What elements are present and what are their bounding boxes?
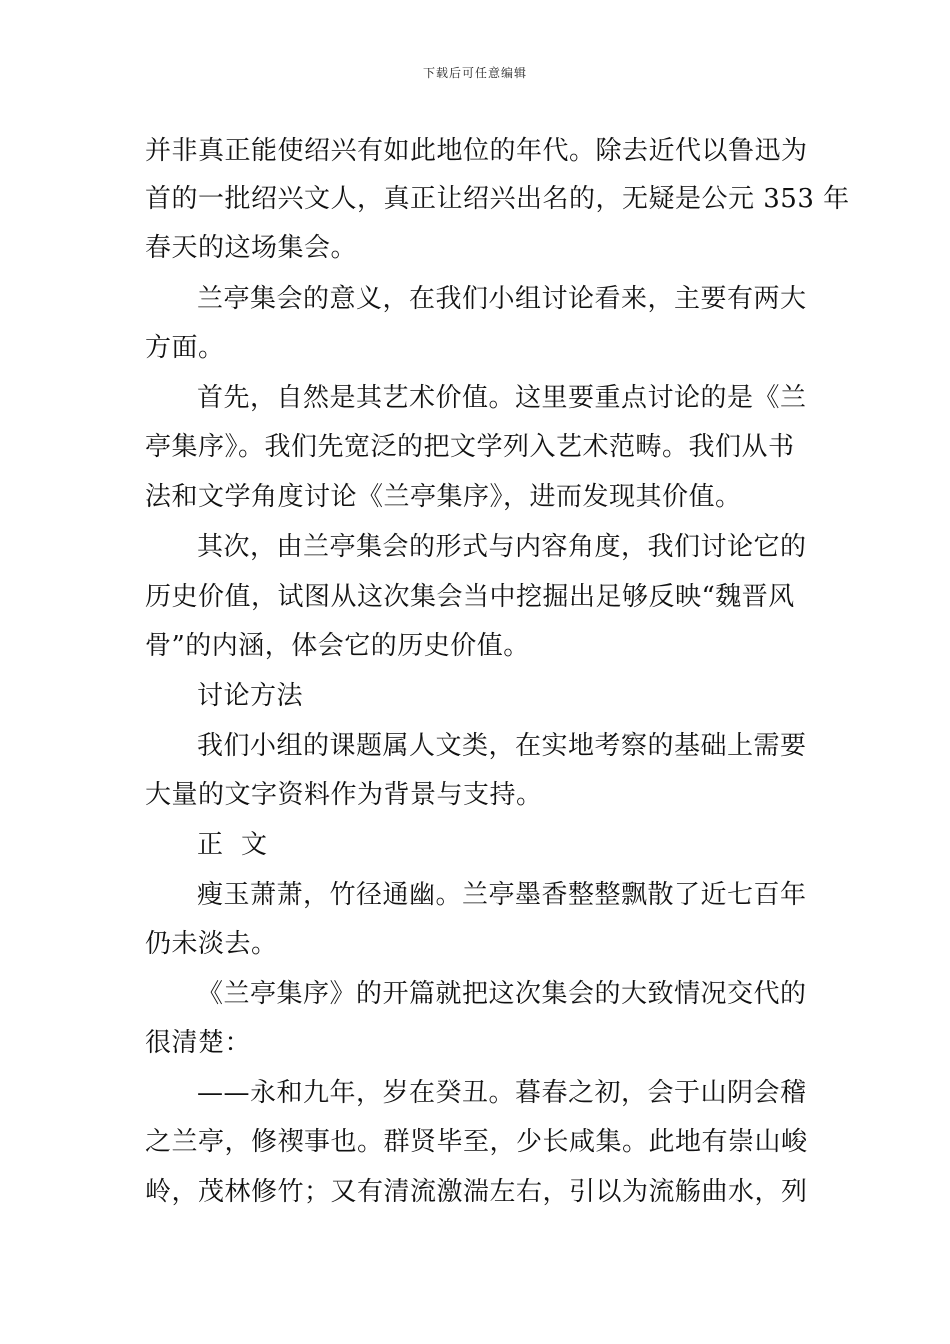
page-header: 下载后可任意编辑 [422, 66, 527, 80]
body-line: 很清楚： [145, 1028, 252, 1058]
body-line: 仍未淡去。 [145, 929, 278, 959]
body-line: 法和文学角度讨论《兰亭集序》，进而发现其价值。 [145, 482, 742, 512]
body-line: 方面。 [145, 333, 225, 363]
section-heading: 讨论方法 [197, 681, 304, 711]
body-line: 亭集序》。我们先宽泛的把文学列入艺术范畴。我们从书 [145, 432, 795, 462]
section-heading: 正 文 [197, 830, 268, 860]
body-line: 历史价值，试图从这次集会当中挖掘出足够反映“魏晋风 [145, 582, 795, 612]
paragraph-first-line: ——永和九年，岁在癸丑。暮春之初，会于山阴会稽 [197, 1078, 807, 1108]
body-line: 骨”的内涵，体会它的历史价值。 [145, 631, 530, 661]
paragraph-first-line: 《兰亭集序》的开篇就把这次集会的大致情况交代的 [197, 979, 807, 1009]
body-line: 并非真正能使绍兴有如此地位的年代。除去近代以鲁迅为 [145, 136, 808, 166]
body-line: 之兰亭，修禊事也。群贤毕至，少长咸集。此地有崇山峻 [145, 1127, 808, 1157]
paragraph-first-line: 首先，自然是其艺术价值。这里要重点讨论的是《兰 [197, 383, 807, 413]
body-line: 首的一批绍兴文人，真正让绍兴出名的，无疑是公元 353 年 [145, 184, 850, 214]
body-line: 春天的这场集会。 [145, 233, 358, 263]
paragraph-first-line: 兰亭集会的意义，在我们小组讨论看来，主要有两大 [197, 284, 807, 314]
body-line: 大量的文字资料作为背景与支持。 [145, 780, 543, 810]
body-line: 岭，茂林修竹；又有清流激湍左右，引以为流觞曲水，列 [145, 1177, 808, 1207]
paragraph-first-line: 瘦玉萧萧，竹径通幽。兰亭墨香整整飘散了近七百年 [197, 880, 807, 910]
paragraph-first-line: 其次，由兰亭集会的形式与内容角度，我们讨论它的 [197, 532, 807, 562]
paragraph-first-line: 我们小组的课题属人文类，在实地考察的基础上需要 [197, 731, 807, 761]
